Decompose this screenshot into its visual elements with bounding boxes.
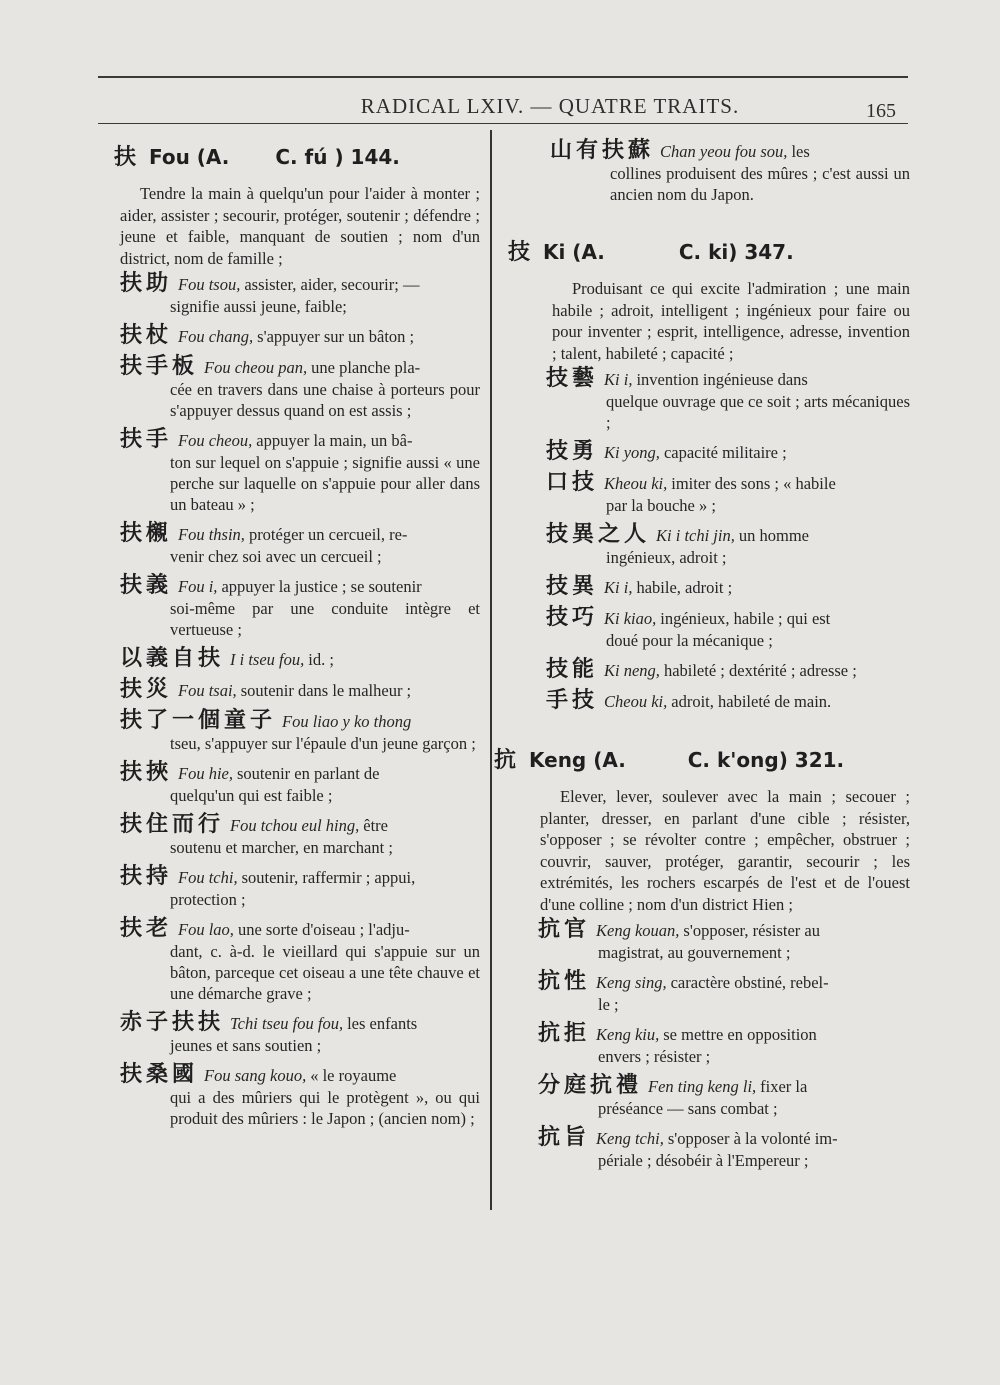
- compound-list-fou: [120, 273, 480, 1129]
- compound-gloss-continued: jeunes et sans soutien ;: [170, 1036, 322, 1055]
- compound-entry: [120, 273, 480, 317]
- entry-heading-keng: [494, 743, 910, 774]
- compound-gloss: une sorte d'oiseau ; l'adju-: [237, 920, 410, 939]
- compound-characters: 扶住而行: [120, 812, 225, 837]
- compound-gloss-continued: ingénieux, adroit ;: [606, 548, 727, 567]
- compound-entry: [538, 919, 910, 963]
- compound-list-keng: [538, 919, 910, 1171]
- compound-entry: [538, 1075, 910, 1119]
- compound-gloss: « le royaume: [310, 1066, 397, 1085]
- compound-romanization: Keng tchi,: [596, 1129, 664, 1148]
- compound-gloss-continued: doué pour la mécanique ;: [606, 631, 773, 650]
- compound-gloss-continued: soi-même par une conduite intègre et vertueuse ;: [170, 599, 480, 639]
- compound-gloss: soutenir, raffermir ; appui,: [241, 868, 416, 887]
- compound-gloss: habileté ; dextérité ; adresse ;: [663, 661, 857, 680]
- compound-entry: [538, 1023, 910, 1067]
- compound-gloss: capacité militaire ;: [663, 443, 787, 462]
- heading-reference: C. k'ong) 321.: [687, 748, 845, 772]
- compound-gloss: s'opposer, résister au: [683, 921, 820, 940]
- compound-gloss: être: [363, 816, 388, 835]
- compound-romanization: Fou cheou pan,: [204, 358, 308, 377]
- heading-romanization: Fou (A.: [148, 145, 230, 169]
- compound-gloss-continued: préséance — sans combat ;: [598, 1099, 778, 1118]
- compound-gloss-continued: envers ; résister ;: [598, 1047, 711, 1066]
- compound-romanization: Keng sing,: [596, 973, 667, 992]
- compound-entry: [120, 762, 480, 806]
- compound-characters: 技藝: [546, 366, 599, 391]
- compound-romanization: Kheou ki,: [604, 474, 668, 493]
- compound-characters: 扶手: [120, 427, 173, 452]
- heading-romanization: Ki (A.: [542, 240, 605, 264]
- compound-gloss-continued: le ;: [598, 995, 619, 1014]
- compound-entry: [546, 472, 910, 516]
- compound-romanization: Tchi tseu fou fou,: [230, 1014, 344, 1033]
- compound-characters: 抗旨: [538, 1125, 591, 1150]
- compound-romanization: Fou thsin,: [178, 525, 245, 544]
- compound-entry: [120, 356, 480, 421]
- compound-characters: 扶挾: [120, 760, 173, 785]
- compound-gloss-continued: quelqu'un qui est faible ;: [170, 786, 333, 805]
- compound-list-ki: [546, 368, 910, 713]
- compound-characters: 口技: [546, 470, 599, 495]
- column-divider: [490, 130, 492, 1210]
- compound-gloss-continued: signifie aussi jeune, faible;: [170, 297, 347, 316]
- definition-fou: Tendre la main à quelqu'un pour l'aider à monter ; aider, assister ; secourir, protéger, soutenir ; défendre ; jeune et faible, manquant de soutien ; nom d'un district, nom de famille ;: [120, 184, 480, 268]
- compound-gloss-continued: périale ; désobéir à l'Empereur ;: [598, 1151, 809, 1170]
- compound-romanization: Keng kouan,: [596, 921, 680, 940]
- compound-characters: 技巧: [546, 605, 599, 630]
- compound-characters: 手技: [546, 688, 599, 713]
- compound-entry: [120, 1012, 480, 1056]
- entry-heading-ki: [508, 235, 910, 266]
- compound-gloss: caractère obstiné, rebel-: [670, 973, 829, 992]
- compound-romanization: Ki kiao,: [604, 609, 657, 628]
- compound-romanization: Fou liao y ko thong: [282, 712, 412, 731]
- compound-romanization: Fou i,: [178, 577, 218, 596]
- compound-characters: 扶桑國: [120, 1062, 199, 1087]
- compound-gloss-continued: qui a des mûriers qui le protègent », ou qui produit des mûriers : le Japon ; (ancien nom) ;: [170, 1088, 480, 1128]
- compound-gloss: les: [791, 142, 810, 161]
- compound-gloss: s'appuyer sur un bâton ;: [257, 327, 415, 346]
- compound-entry: [546, 659, 910, 682]
- compound-entry: [538, 1127, 910, 1171]
- compound-entry: [120, 523, 480, 567]
- compound-gloss-continued: soutenu et marcher, en marchant ;: [170, 838, 393, 857]
- compound-romanization: Ki neng,: [604, 661, 660, 680]
- compound-entry: [546, 368, 910, 433]
- compound-gloss: invention ingénieuse dans: [636, 370, 808, 389]
- compound-romanization: Fou tsai,: [178, 681, 237, 700]
- compound-gloss: habile, adroit ;: [636, 578, 733, 597]
- compound-entry: [120, 575, 480, 640]
- compound-characters: 扶老: [120, 916, 173, 941]
- compound-gloss-continued: venir chez soi avec un cercueil ;: [170, 547, 382, 566]
- compound-gloss: soutenir dans le malheur ;: [240, 681, 412, 700]
- header-top-rule: [98, 76, 908, 78]
- compound-characters: 扶災: [120, 677, 173, 702]
- compound-gloss: ingénieux, habile ; qui est: [660, 609, 831, 628]
- heading-character: 技: [508, 240, 531, 265]
- compound-characters: 以義自扶: [120, 646, 225, 671]
- compound-characters: 技異: [546, 574, 599, 599]
- compound-gloss: protéger un cercueil, re-: [248, 525, 408, 544]
- compound-gloss: une planche pla-: [311, 358, 421, 377]
- compound-gloss-continued: dant, c. à-d. le vieillard qui s'appuie sur un bâton, parceque cet oiseau a une tête chauve et une démarche grave ;: [170, 942, 480, 1003]
- compound-romanization: Fou chang,: [178, 327, 254, 346]
- compound-entry: [120, 679, 480, 702]
- compound-characters: 扶杖: [120, 323, 173, 348]
- heading-reference: C. ki) 347.: [678, 240, 794, 264]
- compound-characters: 赤子扶扶: [120, 1010, 225, 1035]
- heading-character: 扶: [114, 145, 137, 170]
- heading-character: 抗: [494, 748, 517, 773]
- compound-romanization: Fou lao,: [178, 920, 234, 939]
- compound-gloss: id. ;: [308, 650, 334, 669]
- continued-entry: [550, 140, 910, 205]
- compound-entry: [120, 710, 480, 754]
- compound-gloss-continued: collines produisent des mûres ; c'est aussi un ancien nom du Japon.: [610, 164, 910, 204]
- compound-characters: 抗官: [538, 917, 591, 942]
- heading-reference: C. fú ) 144.: [275, 145, 400, 169]
- compound-romanization: Fou tchou eul hing,: [230, 816, 360, 835]
- compound-romanization: Ki i tchi jin,: [656, 526, 735, 545]
- compound-romanization: Fou tsou,: [178, 275, 241, 294]
- compound-characters: 技勇: [546, 439, 599, 464]
- definition-keng: Elever, lever, soulever avec la main ; secouer ; planter, dresser, en parlant d'une cible ; résister, s'opposer ; se révolter contre ; empêcher, obstruer ; couvrir, sauver, protéger, garantir, secourir ; les extrémités, les rochers escarpés de l'est et de l'ouest d'une colline ; nom d'un district Hien ;: [540, 787, 910, 914]
- compound-characters: 扶手板: [120, 354, 199, 379]
- compound-entry: [120, 918, 480, 1004]
- page-header-title: RADICAL LXIV. — QUATRE TRAITS.: [360, 94, 740, 118]
- compound-gloss: assister, aider, secourir; —: [244, 275, 420, 294]
- compound-characters: 分庭抗禮: [538, 1073, 643, 1098]
- compound-characters: 扶了一個童子: [120, 708, 277, 733]
- compound-entry: [120, 814, 480, 858]
- compound-entry: [120, 648, 480, 671]
- compound-characters: 扶櫬: [120, 521, 173, 546]
- compound-entry: [546, 441, 910, 464]
- compound-entry: [546, 524, 910, 568]
- compound-entry: [546, 607, 910, 651]
- compound-gloss-continued: protection ;: [170, 890, 246, 909]
- compound-entry: [538, 971, 910, 1015]
- compound-characters: 技異之人: [546, 522, 651, 547]
- definition-ki: Produisant ce qui excite l'admiration ; une main habile ; adroit, intelligent ; ingénieux pour faire ou pour inventer ; esprit, intelligence, adresse, invention ; talent, habileté ; capacité ;: [552, 279, 910, 363]
- compound-romanization: Ki i,: [604, 578, 633, 597]
- compound-romanization: Chan yeou fou sou,: [660, 142, 788, 161]
- compound-entry: [546, 576, 910, 599]
- compound-characters: 扶助: [120, 271, 173, 296]
- compound-gloss-continued: par la bouche » ;: [606, 496, 716, 515]
- header-bottom-rule: [98, 123, 908, 124]
- compound-gloss: appuyer la justice ; se soutenir: [221, 577, 422, 596]
- compound-romanization: Fou hie,: [178, 764, 234, 783]
- compound-gloss: s'opposer à la volonté im-: [667, 1129, 838, 1148]
- compound-gloss: adroit, habileté de main.: [671, 692, 832, 711]
- compound-gloss-continued: ton sur lequel on s'appuie ; signifie aussi « une perche sur laquelle on s'appuie pour aller dans un bateau » ;: [170, 453, 480, 514]
- compound-romanization: Cheou ki,: [604, 692, 668, 711]
- compound-gloss: appuyer la main, un bâ-: [256, 431, 413, 450]
- compound-romanization: Keng kiu,: [596, 1025, 660, 1044]
- compound-entry: [120, 325, 480, 348]
- entry-heading-fou: [114, 140, 480, 171]
- compound-entry: [120, 1064, 480, 1129]
- heading-romanization: Keng (A.: [528, 748, 626, 772]
- compound-gloss: se mettre en opposition: [663, 1025, 817, 1044]
- compound-gloss-continued: magistrat, au gouvernement ;: [598, 943, 791, 962]
- compound-romanization: Fen ting keng li,: [648, 1077, 757, 1096]
- compound-entry: [120, 866, 480, 910]
- compound-gloss: les enfants: [347, 1014, 418, 1033]
- page-number: 165: [866, 100, 896, 122]
- compound-characters: 技能: [546, 657, 599, 682]
- compound-gloss-continued: tseu, s'appuyer sur l'épaule d'un jeune garçon ;: [170, 734, 476, 753]
- compound-romanization: Fou sang kouo,: [204, 1066, 307, 1085]
- compound-romanization: Ki yong,: [604, 443, 660, 462]
- right-column: [494, 138, 910, 1179]
- compound-romanization: Fou tchi,: [178, 868, 238, 887]
- left-column: [114, 140, 480, 1137]
- compound-romanization: Fou cheou,: [178, 431, 253, 450]
- compound-characters: 抗拒: [538, 1021, 591, 1046]
- compound-characters: 扶持: [120, 864, 173, 889]
- compound-characters: 山有扶蘇: [550, 138, 655, 163]
- compound-gloss: fixer la: [760, 1077, 808, 1096]
- compound-characters: 抗性: [538, 969, 591, 994]
- compound-gloss: imiter des sons ; « habile: [671, 474, 836, 493]
- compound-characters: 扶義: [120, 573, 173, 598]
- compound-entry: [550, 140, 910, 205]
- compound-gloss: un homme: [738, 526, 809, 545]
- compound-romanization: Ki i,: [604, 370, 633, 389]
- compound-entry: [546, 690, 910, 713]
- compound-romanization: I i tseu fou,: [230, 650, 305, 669]
- compound-gloss-continued: quelque ouvrage que ce soit ; arts mécaniques ;: [606, 392, 910, 432]
- compound-entry: [120, 429, 480, 515]
- compound-gloss-continued: cée en travers dans une chaise à porteurs pour s'appuyer dessus quand on est assis ;: [170, 380, 480, 420]
- compound-gloss: soutenir en parlant de: [237, 764, 380, 783]
